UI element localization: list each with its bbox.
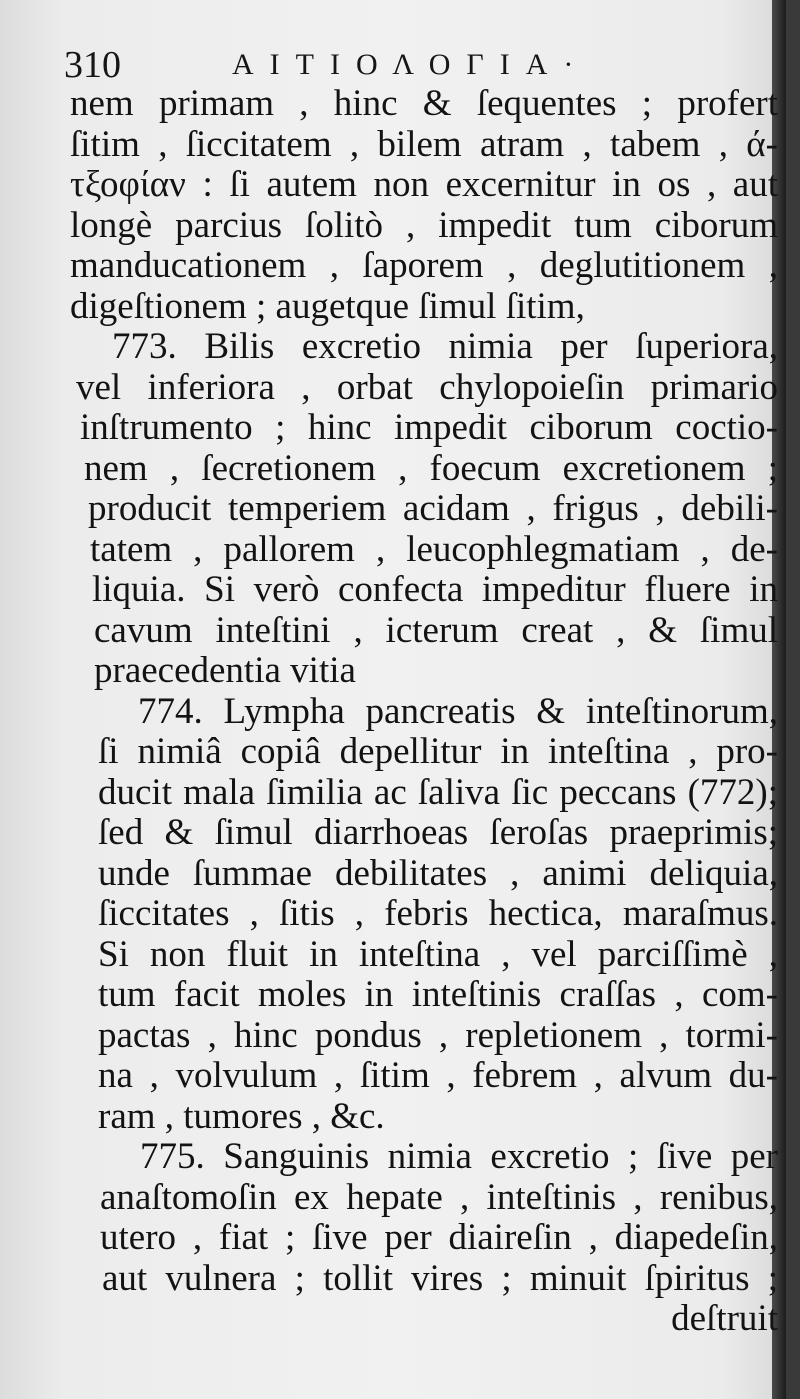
text-line: cavum inteſtini , icterum creat , & ſimul xyxy=(94,609,778,651)
text-line: deſtruit xyxy=(671,1298,778,1339)
body-text xyxy=(70,84,786,1340)
text-line: ſitim , ſiccitatem , bilem atram , tabem , ά- xyxy=(70,123,778,165)
text-line: 775. Sanguinis nimia excretio ; ſive per xyxy=(140,1136,778,1177)
text-line: utero , fiat ; ſive per diaireſin , diapedeſin, xyxy=(100,1217,778,1258)
text-line: ducit mala ſimilia ac ſaliva ſic peccans (772); xyxy=(98,771,778,813)
text-line: unde ſummae debilitates , animi deliquia, xyxy=(98,852,778,894)
text-line: ſi nimiâ copiâ depellitur in inteſtina , pro- xyxy=(98,731,778,772)
text-line: inſtrumento ; hinc impedit ciborum coctio- xyxy=(80,407,778,448)
text-line: ram , tumores , &c. xyxy=(98,1095,385,1137)
text-line: ſiccitates , ſitis , febris hectica, maraſmus. xyxy=(98,893,778,934)
running-title: ΑΙΤΙΟΛΟΓΙΑ· xyxy=(232,48,590,81)
text-line: nem , ſecretionem , foecum excretionem ; xyxy=(84,447,778,489)
text-line: na , volvulum , ſitim , febrem , alvum du- xyxy=(98,1055,778,1096)
text-line: nem primam , hinc & ſequentes ; profert xyxy=(70,83,778,124)
text-line: tum facit moles in inteſtinis craſſas , com- xyxy=(98,974,778,1015)
page-number: 310 xyxy=(64,44,121,86)
text-line: anaſtomoſin ex hepate , inteſtinis , renibus, xyxy=(100,1176,778,1218)
text-line: aut vulnera ; tollit vires ; minuit ſpiritus ; xyxy=(102,1257,778,1299)
text-line: pactas , hinc pondus , repletionem , tormi- xyxy=(98,1014,778,1056)
text-line: Si non fluit in inteſtina , vel parciſſimè , xyxy=(98,933,778,975)
text-line: 774. Lympha pancreatis & inteſtinorum, xyxy=(138,690,778,732)
text-line: digeſtionem ; augetque ſimul ſitim, xyxy=(70,285,585,327)
text-line: ſed & ſimul diarrhoeas ſeroſas praeprimis; xyxy=(98,812,778,853)
text-line: longè parcius ſolitò , impedit tum ciborum xyxy=(70,204,778,246)
text-line: tatem , pallorem , leucophlegmatiam , de- xyxy=(90,528,778,570)
text-line: τξοφίαν : ſi autem non excernitur in os , aut xyxy=(70,164,778,205)
text-line: producit temperiem acidam , frigus , debili- xyxy=(88,488,778,529)
text-line: praecedentia vitia xyxy=(94,650,356,691)
text-line: vel inferiora , orbat chylopoieſin primario xyxy=(76,366,778,408)
text-line: 773. Bilis excretio nimia per ſuperiora, xyxy=(112,326,778,367)
text-line: manducationem , ſaporem , deglutitionem , xyxy=(70,245,778,286)
text-line: liquia. Si verò confecta impeditur fluere in xyxy=(92,569,778,610)
